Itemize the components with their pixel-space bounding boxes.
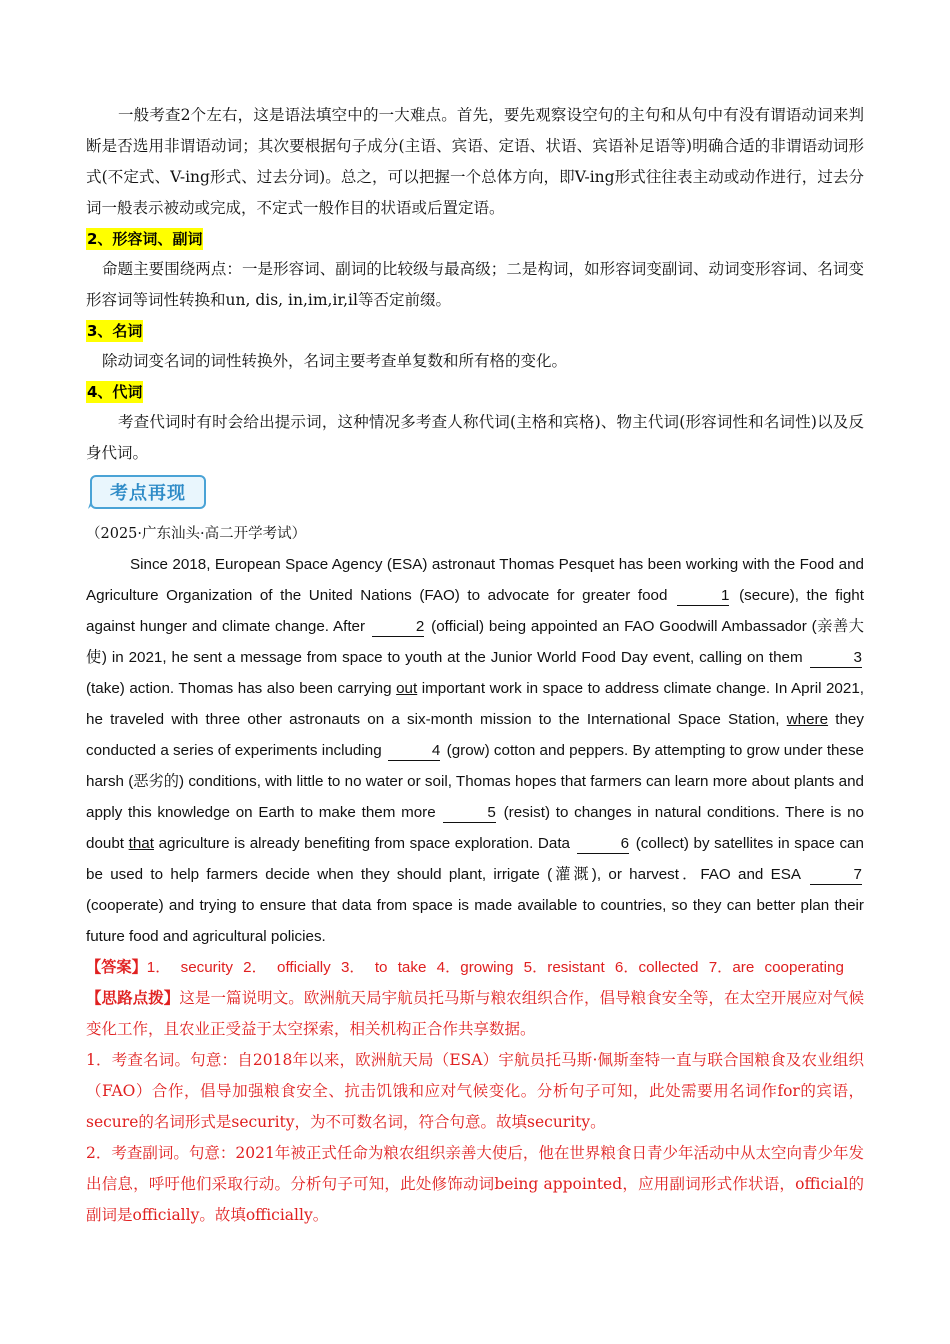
intro-paragraph: 一般考查2个左右，这是语法填空中的一大难点。首先，要先观察设空句的主句和从句中有没有谓语动词来判断是否选用非谓语动词；其次要根据句子成分(主语、宾语、定语、状语、宾语补足语等)明确合适的非谓语动词形式(不定式、V-ing形式、过去分词)。总之，可以把握一个总体方向，即V-ing形式往往表主动或动作进行，过去分词一般表示被动或完成，不定式一般作目的状语或后置定语。 — [86, 106, 864, 217]
passage-text: (grow) cotton and peppers. By attempting to grow under these harsh (恶劣的) conditions, with little to no water or soil, Thomas hopes that farmers can learn more about plants and apply this knowledge on Earth to make them more — [86, 742, 864, 821]
blank-1[interactable]: 1 — [677, 587, 729, 606]
blank-3[interactable]: 3 — [810, 649, 862, 668]
question-source: （2025·广东汕头·高二开学考试） — [86, 526, 307, 542]
analysis-text: 这是一篇说明文。欧洲航天局宇航员托马斯与粮农组织合作，倡导粮食安全等，在太空开展应对气候变化工作，且农业正受益于太空探索，相关机构正合作共享数据。 — [86, 989, 864, 1038]
analysis-label: 【思路点拨】 — [86, 989, 180, 1007]
blank-2[interactable]: 2 — [372, 618, 424, 637]
section-text-noun: 除动词变名词的词性转换外，名词主要考查单复数和所有格的变化。 — [102, 352, 568, 370]
underlined-word-that: that — [128, 835, 154, 852]
underlined-word-out: out — [396, 680, 418, 697]
exam-point-badge — [86, 471, 864, 519]
passage-text: (official) being appointed an FAO Goodwill Ambassador (亲善大使) in 2021, he sent a message from space to youth at the Junior World Food Day event, calling on them — [86, 618, 864, 666]
analysis-paragraph — [86, 983, 864, 1045]
passage-text: Since 2018, European Space Agency (ESA) astronaut Thomas Pesquet has been working with the Food and Agriculture Organization of the United Nations (FAO) to advocate for greater food — [86, 556, 864, 604]
underlined-word-where: where — [786, 711, 829, 728]
passage-text: (cooperate) and trying to ensure that data from space is made available to countries, so they can better plan their future food and agricultural policies. — [86, 897, 864, 945]
blank-5[interactable]: 5 — [443, 804, 495, 823]
section-heading-noun — [86, 316, 864, 346]
section-text-adj-adv: 命题主要围绕两点：一是形容词、副词的比较级与最高级；二是构词，如形容词变副词、动词变形容词、名词变形容词等词性转换和un, dis, in,im,ir,il等否定前缀。 — [86, 260, 864, 309]
blank-6[interactable]: 6 — [577, 835, 629, 854]
document-page — [86, 100, 864, 1231]
answer-line — [86, 952, 864, 983]
section-heading-adj-adv — [86, 224, 864, 254]
badge-label: 考点再现 — [90, 475, 206, 509]
note-item: 2．考查副词。句意：2021年被正式任命为粮农组织亲善大使后，他在世界粮食日青少年活动中从太空向青少年发出信息，呼吁他们采取行动。分析句子可知，此处修饰动词being appointed，应用副词形式作状语，official的副词是officially。故填officially。 — [86, 1144, 864, 1224]
section-text-pronoun: 考查代词时有时会给出提示词，这种情况多考查人称代词(主格和宾格)、物主代词(形容词性和名词性)以及反身代词。 — [86, 413, 864, 462]
section-heading-label: 3、名词 — [87, 322, 143, 340]
passage-text: important work in space to address climate change. In April 2021, he traveled with three other astronauts on a six-month mission to the International Space Station, — [86, 680, 864, 728]
passage-text: they conducted a series of experiments including — [86, 711, 864, 759]
blank-4[interactable]: 4 — [388, 742, 440, 761]
blank-7[interactable]: 7 — [810, 866, 862, 885]
reading-passage — [86, 549, 864, 952]
passage-text: (resist) to changes in natural conditions. There is no doubt — [86, 804, 864, 852]
section-heading-label: 2、形容词、副词 — [87, 230, 203, 248]
answer-label: 【答案】 — [86, 958, 147, 976]
passage-text: agriculture is already benefiting from space exploration. Data — [158, 835, 571, 852]
passage-text: (take) action. Thomas has also been carrying — [86, 680, 392, 697]
section-heading-pronoun — [86, 377, 864, 407]
passage-text: (collect) by satellites in space can be used to help farmers decide when they should plant, irrigate (灌溉), or harvest．FAO and ESA — [86, 835, 864, 883]
note-item: 1．考查名词。句意：自2018年以来，欧洲航天局（ESA）宇航员托马斯·佩斯奎特一直与联合国粮食及农业组织（FAO）合作，倡导加强粮食安全、抗击饥饿和应对气候变化。分析句子可知，此处需要用名词作for的宾语，secure的名词形式是security，为不可数名词，符合句意。故填security。 — [86, 1051, 864, 1131]
answer-text: 1． security 2． officially 3． to take 4．growing 5．resistant 6．collected 7．are cooperating — [146, 959, 844, 976]
passage-text: (secure), the fight against hunger and climate change. After — [86, 587, 864, 635]
section-heading-label: 4、代词 — [87, 383, 143, 401]
